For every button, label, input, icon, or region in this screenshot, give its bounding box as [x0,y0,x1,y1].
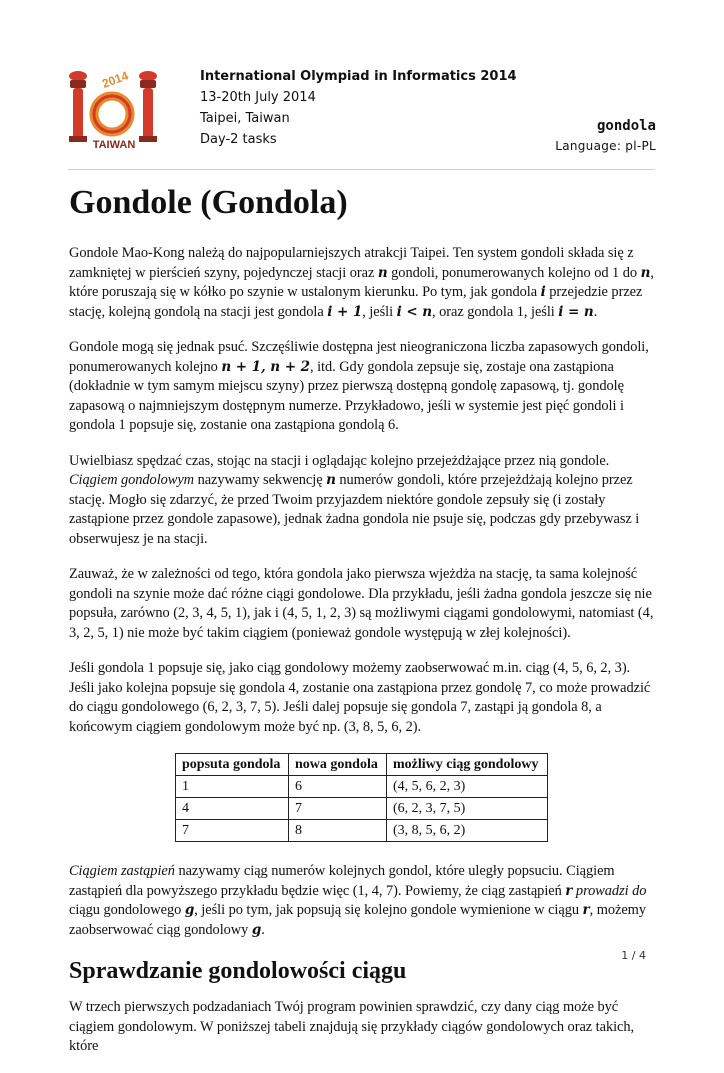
paragraph-breakdowns: Gondole mogą się jednak psuć. Szczęśliwie dostępna jest nieograniczona liczba zapasowych gondoli, ponumerowanych kolejno n + 1, n + 2, itd. Gdy gondola zepsuje się, zostaje ona zastąpiona (dokładnie w tym samym miejscu szyny) przez pierwszą dostępną gondolę zapasową, tj. gondolę zapasową o najmniejszym dostępnym numerze. Przykładowo, jeśli w systemie jest pięć gondoli i gondola 1 popsuje się, zostanie ona zastąpiona gondolą 6. [69,339,649,433]
paragraph-order-note: Zauważ, że w zależności od tego, która gondola jako pierwsza wjeżdża na stację, ta sama kolejność gondoli na szynie może dać różne ciągi gondolowe. Dla przykładu, jeśli żadna gondola jeszcze się nie popsuła, zarówno (2, 3, 4, 5, 1), jak i (4, 5, 1, 2, 3) są możliwymi ciągami gondolowymi, natomiast (4, 3, 2, 5, 1) nie może być takim ciągiem (ponieważ gondole występują w złej kolejności). [69,566,654,641]
table-row [176,776,548,798]
section-title-checking: Sprawdzanie gondolowości ciągu [69,958,407,984]
paragraph-gondola-sequence: Uwielbiasz spędzać czas, stojąc na stacji i oglądając kolejno przejeżdżające przez nią gondole. Ciągiem gondolowym nazywamy sekwencję n numerów gondoli, które przejeżdżają kolejno przez stację. Mogło się zdarzyć, że przed Twoim przyjazdem niektóre gondole zepsuły się (i zostały zastąpione przez gondole zapasowe), jednak żadna gondola nie psuje się, podczas gdy przebywasz i obserwujesz je na stacji. [69,452,640,547]
paragraph-replacement-sequence: Ciągiem zastąpień nazywamy ciąg numerów kolejnych gondol, które uległy popsuciu. Ciągiem zastąpień dla powyższego przykładu będzie więc (1, 4, 7). Powiemy, że ciąg zastąpień r prowadzi do ciągu gondolowego g, jeśli po tym, jak popsują się kolejno gondole wymienione w ciągu r, możemy zaobserwować ciąg gondolowy g. [69,863,647,938]
table-cell: 4 [176,798,289,820]
header-info [200,66,517,150]
table-cell: (3, 8, 5, 6, 2) [387,820,548,842]
organization-name: International Olympiad in Informatics 2014 [200,69,517,84]
example-table [175,753,548,842]
table-cell: 6 [289,776,387,798]
day-label: Day-2 tasks [200,132,277,147]
paragraph-subtasks: W trzech pierwszych podzadaniach Twój program powinien sprawdzić, czy dany ciąg może być ciągiem gondolowym. W poniższej tabeli znajdują się przykłady ciągów gondolowych oraz takich, które [69,999,635,1054]
table-cell: (6, 2, 3, 7, 5) [387,798,548,820]
event-dates: 13-20th July 2014 [200,90,316,105]
page-number: 1 / 4 [621,949,646,962]
event-location: Taipei, Taiwan [200,111,290,126]
table-cell: (4, 5, 6, 2, 3) [387,776,548,798]
table-header-cell: nowa gondola [289,754,387,776]
ioi-taiwan-logo [64,66,160,156]
header-divider [68,169,655,170]
task-name: gondola [596,118,656,134]
table-cell: 8 [289,820,387,842]
table-cell: 7 [176,820,289,842]
table-header-cell: popsuta gondola [176,754,289,776]
paragraph-example: Jeśli gondola 1 popsuje się, jako ciąg gondolowy możemy zaobserwować m.in. ciąg (4, 5, 6, 2, 3). Jeśli jako kolejna popsuje się gondola 4, zostanie ona zastąpiona przez gondolę 7, co może prowadzić do ciągu gondolowego (6, 2, 3, 7, 5). Jeśli dalej popsuje się gondola 7, zastąpi ją gondola 8, a końcowym ciągiem gondolowym może być np. (3, 8, 5, 6, 2). [69,660,651,735]
logo-year-text: 2014 [100,68,131,91]
page-header [0,0,724,170]
language-label: Language: pl-PL [555,139,656,153]
document-body [69,182,657,1073]
table-row [176,820,548,842]
logo-country-text: TAIWAN [92,139,136,151]
page-title: Gondole (Gondola) [69,184,348,221]
table-cell: 7 [289,798,387,820]
paragraph-intro: Gondole Mao-Kong należą do najpopularniejszych atrakcji Taipei. Ten system gondoli składa się z zamkniętej w pierścień szyny, pojedynczej stacji oraz n gondoli, ponumerowanych kolejno od 1 do n, które poruszają się w kółko po szynie w ustalonym kierunku. Po tym, jak gondola i przejedzie przez stację, kolejną gondolą na stacji jest gondola i + 1, jeśli i < n, oraz gondola 1, jeśli i = n. [69,245,654,320]
table-cell: 1 [176,776,289,798]
table-row [176,798,548,820]
table-header-cell: możliwy ciąg gondolowy [387,754,548,776]
ioi-logo-graphic [64,66,160,156]
table-header-row [176,754,548,776]
